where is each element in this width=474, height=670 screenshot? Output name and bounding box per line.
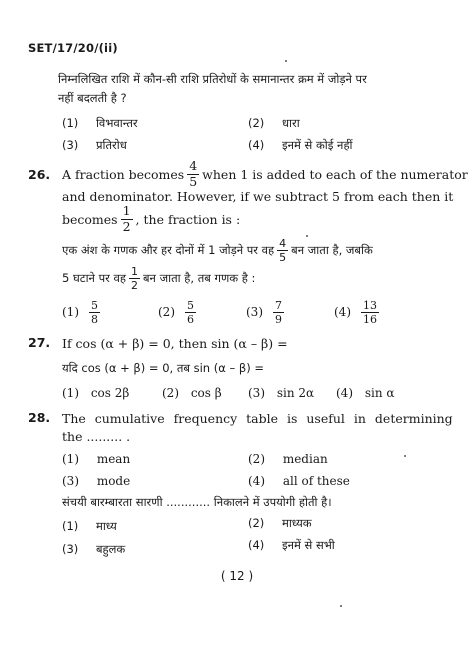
option-text: mean <box>96 452 131 466</box>
q26-hindi-part: बन जाता है, तब गणक है : <box>142 270 256 285</box>
q25-option-1 <box>62 116 138 131</box>
fraction-numerator: 13 <box>363 298 377 312</box>
fraction-denominator: 5 <box>189 173 198 189</box>
fraction-numerator: 5 <box>91 298 98 312</box>
option-number: (4) <box>248 538 265 552</box>
q28-option-4 <box>248 474 350 488</box>
fraction-denominator: 6 <box>187 312 194 326</box>
fraction-denominator: 9 <box>275 312 282 326</box>
fraction-one-half-hindi <box>129 266 140 291</box>
option-number: (3) <box>248 386 265 400</box>
fraction-four-fifths-hindi <box>277 238 288 263</box>
option-text: विभवान्तर <box>95 116 138 130</box>
q26-english-line-3 <box>62 201 240 237</box>
option-text: माध्य <box>95 519 117 533</box>
q27-option-1 <box>62 386 129 400</box>
option-number: (4) <box>336 386 353 400</box>
scan-speck <box>340 605 342 607</box>
scan-speck <box>404 455 406 457</box>
q28-option-3 <box>62 474 130 488</box>
fraction-denominator: 5 <box>279 250 287 264</box>
q26-text-part: , the fraction is : <box>135 211 241 227</box>
page-number: ( 12 ) <box>220 569 254 583</box>
fraction-denominator: 16 <box>363 312 377 326</box>
fraction-denominator: 2 <box>122 218 131 234</box>
scan-speck <box>285 60 287 62</box>
option-number: (3) <box>62 474 79 488</box>
q26-text-part: becomes <box>62 211 118 227</box>
option-fraction <box>273 300 284 325</box>
q25-option-4 <box>248 138 353 153</box>
q28-option-1 <box>62 452 130 466</box>
q28-hindi: संचयी बारम्बारता सारणी ............ निकालने में उपयोगी होती है। <box>62 495 332 509</box>
option-number: (2) <box>158 305 175 319</box>
q27-hindi: यदि cos (α + β) = 0, तब sin (α – β) = <box>62 361 264 375</box>
set-code-header: SET/17/20/(ii) <box>28 41 118 55</box>
option-number: (4) <box>334 305 351 319</box>
option-text: median <box>282 452 328 466</box>
option-number: (3) <box>246 305 263 319</box>
option-number: (4) <box>248 138 265 152</box>
fraction-numerator: 4 <box>279 236 287 250</box>
q27-option-4 <box>336 386 394 400</box>
q25-option-3 <box>62 138 127 153</box>
q26-option-2 <box>158 297 199 327</box>
option-text: इनमें से सभी <box>281 538 335 552</box>
q28-option-2 <box>248 452 328 466</box>
q26-option-1 <box>62 297 103 327</box>
option-text: all of these <box>282 474 350 488</box>
q28-number: 28. <box>28 410 51 425</box>
q27-number: 27. <box>28 335 51 350</box>
option-number: (3) <box>62 542 79 556</box>
option-number: (1) <box>62 452 79 466</box>
q28-english-line-1: The cumulative frequency table is useful in determining <box>62 411 453 426</box>
fraction-numerator: 7 <box>275 298 282 312</box>
q27-option-3 <box>248 386 314 400</box>
fraction-numerator: 1 <box>130 264 138 278</box>
q26-english-line-2: and denominator. However, if we subtract 5 from each then it <box>62 189 454 204</box>
q25-hindi-line-2: नहीं बदलती है ? <box>58 91 127 105</box>
q28-hindi-option-4 <box>248 538 335 553</box>
option-number: (1) <box>62 386 79 400</box>
option-number: (1) <box>62 519 79 533</box>
q26-option-3 <box>246 297 287 327</box>
option-text: बहुलक <box>95 542 126 556</box>
fraction-numerator: 5 <box>187 298 194 312</box>
option-text: इनमें से कोई नहीं <box>281 138 353 152</box>
fraction-denominator: 2 <box>130 278 138 292</box>
q26-hindi-line-2 <box>62 262 255 294</box>
q25-option-2 <box>248 116 300 131</box>
q26-hindi-part: बन जाता है, जबकि <box>291 242 373 257</box>
option-number: (2) <box>248 452 265 466</box>
option-text: cos β <box>190 386 222 400</box>
option-text: माध्यक <box>281 516 312 530</box>
q28-hindi-option-3 <box>62 542 125 557</box>
option-number: (2) <box>248 116 265 130</box>
option-text: sin 2α <box>276 386 315 400</box>
q27-option-2 <box>162 386 222 400</box>
option-number: (3) <box>62 138 79 152</box>
fraction-numerator: 1 <box>122 203 131 218</box>
q25-hindi-line-1: निम्नलिखित राशि में कौन-सी राशि प्रतिरोधों के समानान्तर क्रम में जोड़ने पर <box>58 72 367 86</box>
q26-english-line-1 <box>62 156 468 192</box>
q26-text-part: A fraction becomes <box>62 166 185 182</box>
q26-number: 26. <box>28 167 51 182</box>
fraction-numerator: 4 <box>189 158 198 173</box>
scan-speck <box>306 235 308 237</box>
option-number: (1) <box>62 305 79 319</box>
option-number: (2) <box>162 386 179 400</box>
fraction-four-fifths <box>187 160 199 188</box>
q26-hindi-part: एक अंश के गणक और हर दोनों में 1 जोड़ने पर वह <box>62 242 275 257</box>
option-number: (4) <box>248 474 265 488</box>
q28-hindi-option-2 <box>248 516 312 531</box>
option-text: cos 2β <box>90 386 130 400</box>
q28-english-line-2: the ......... . <box>62 429 131 444</box>
option-fraction <box>361 300 379 325</box>
q27-english: If cos (α + β) = 0, then sin (α – β) = <box>62 336 288 351</box>
option-number: (2) <box>248 516 265 530</box>
option-text: धारा <box>281 116 300 130</box>
option-number: (1) <box>62 116 79 130</box>
q26-hindi-part: 5 घटाने पर वह <box>62 270 126 285</box>
option-text: mode <box>96 474 131 488</box>
fraction-denominator: 8 <box>91 312 98 326</box>
q26-option-4 <box>334 297 382 327</box>
option-fraction <box>89 300 100 325</box>
option-text: प्रतिरोध <box>95 138 127 152</box>
fraction-one-half <box>121 205 133 233</box>
q26-text-part: when 1 is added to each of the numerator <box>202 166 468 182</box>
option-text: sin α <box>364 386 395 400</box>
option-fraction <box>185 300 196 325</box>
q28-hindi-option-1 <box>62 519 117 534</box>
